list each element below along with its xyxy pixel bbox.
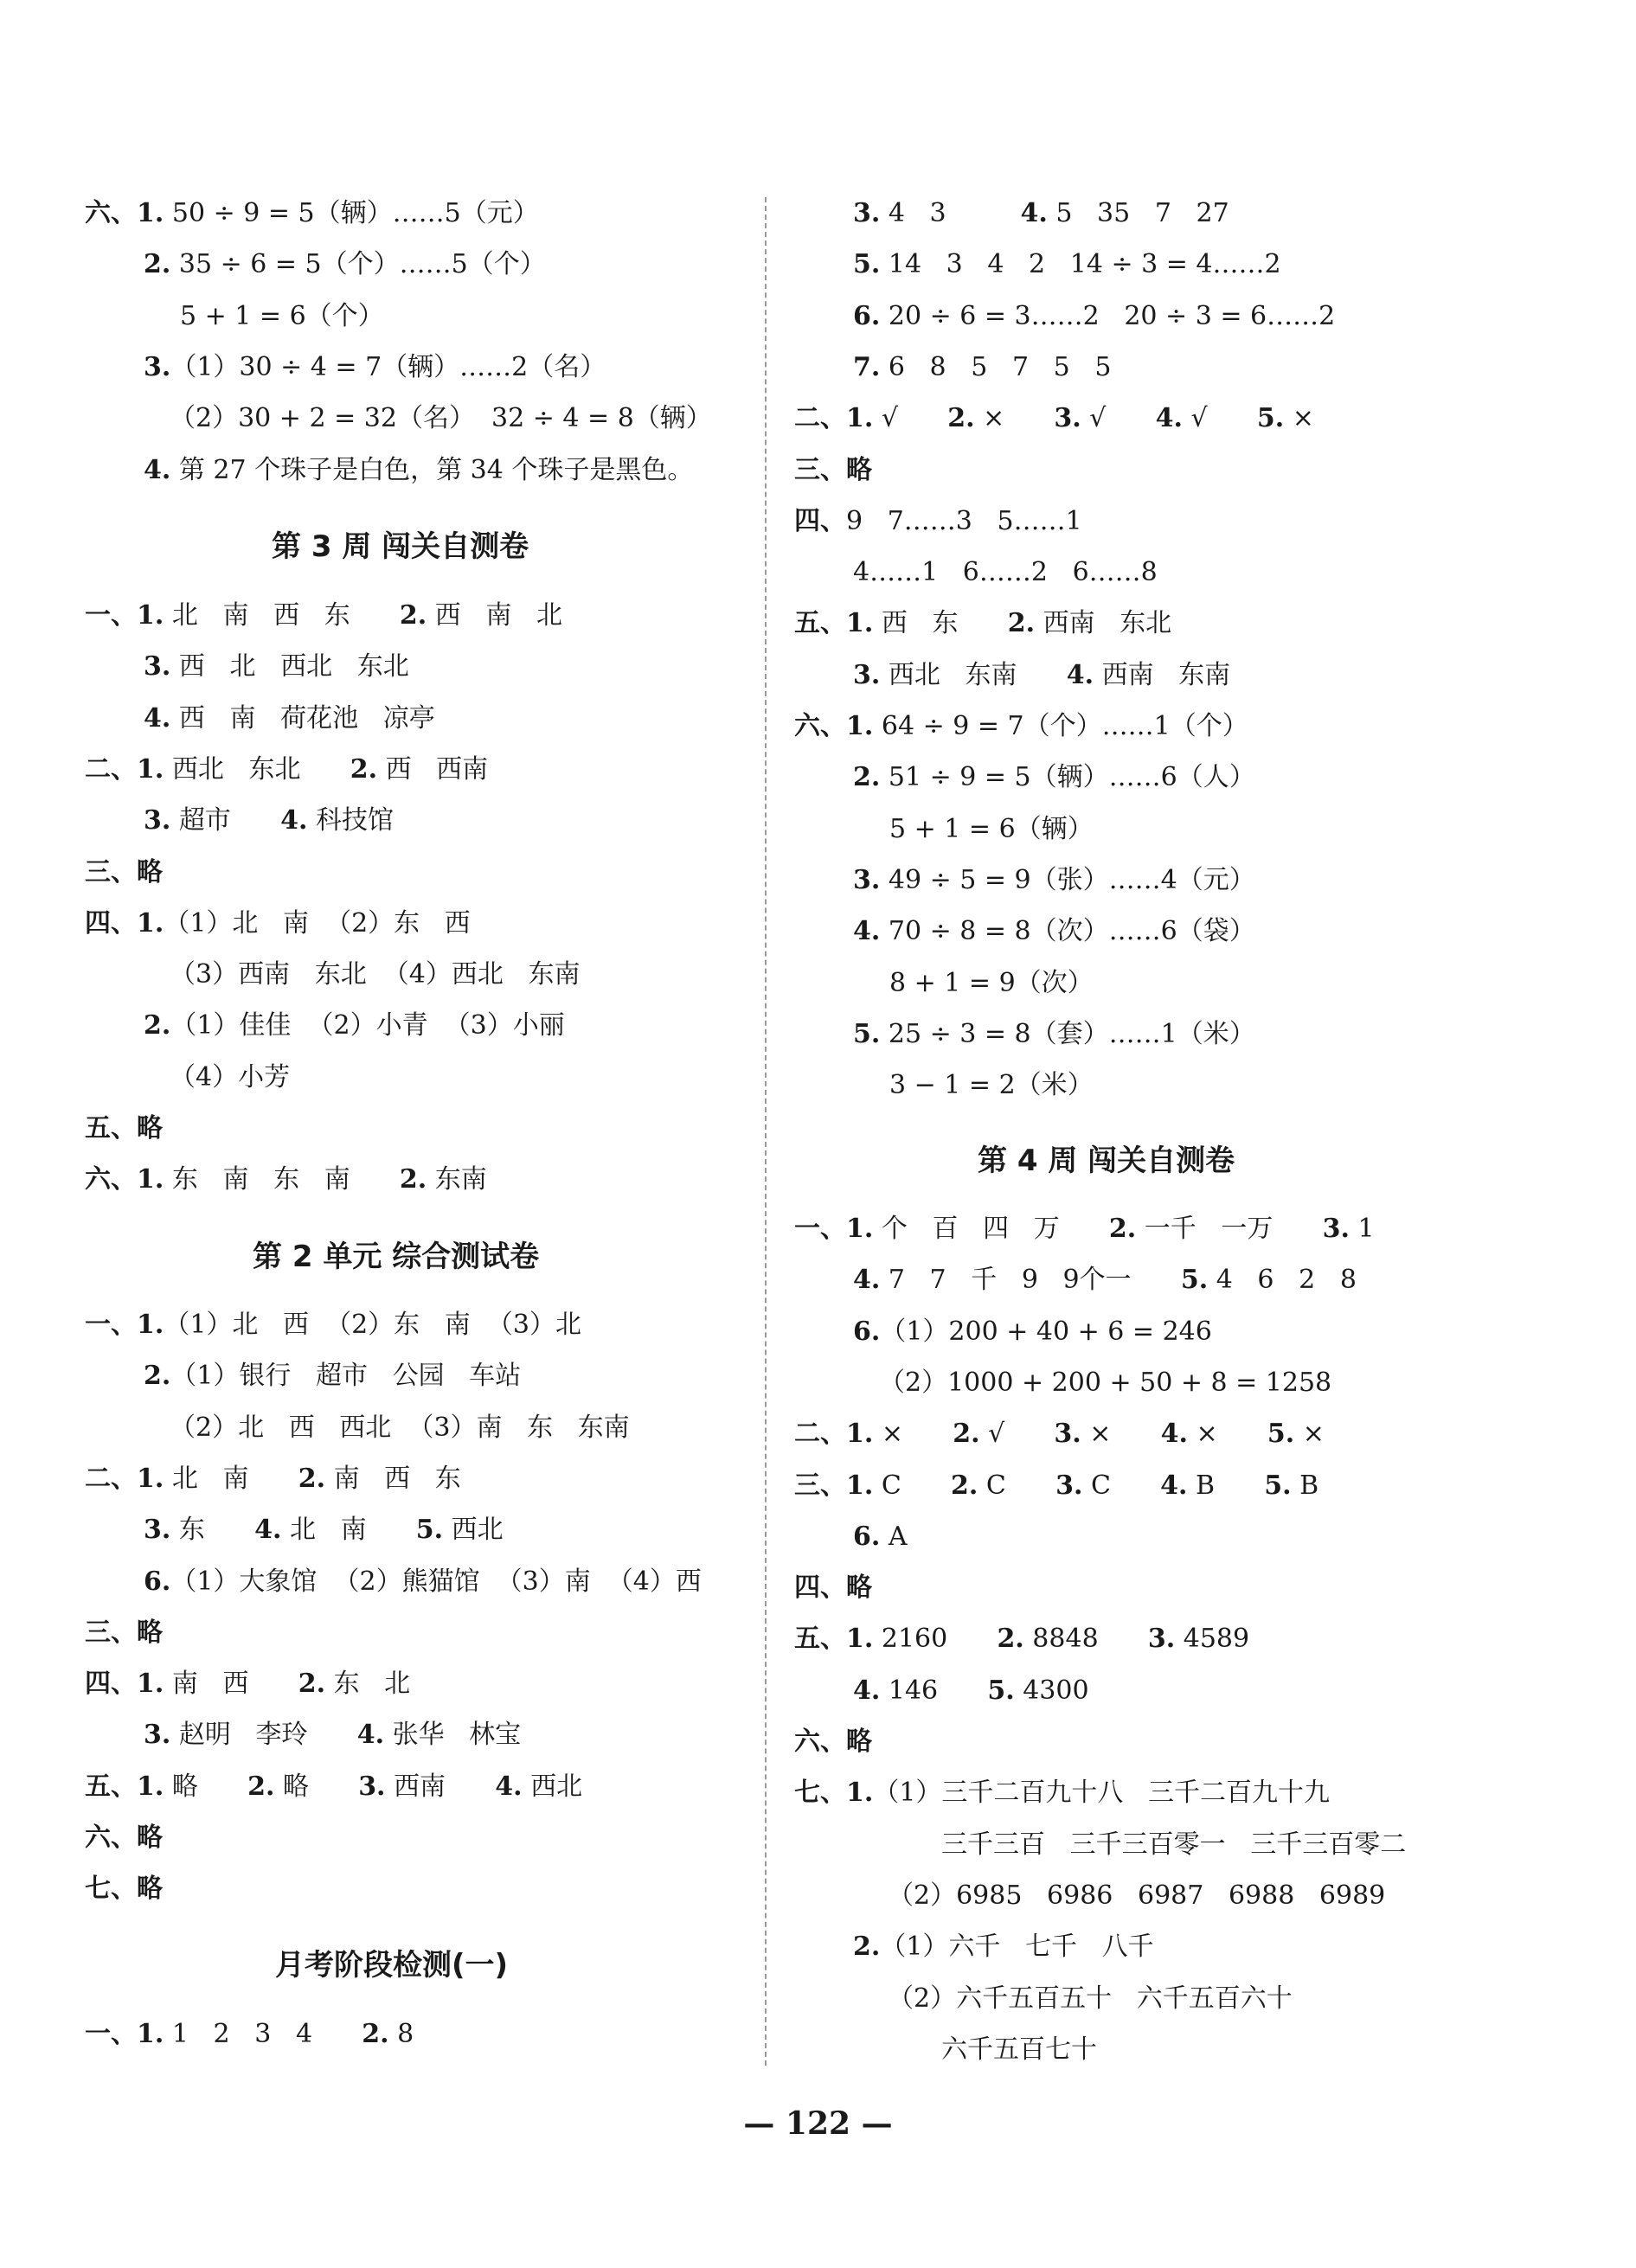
question-number: 六、略 bbox=[794, 1727, 872, 1757]
question-number: 3. bbox=[853, 660, 881, 690]
answer-text: （3）西南 东北 （4）西北 东南 bbox=[170, 959, 581, 990]
answer-line bbox=[144, 651, 409, 682]
answer-line bbox=[853, 249, 1281, 280]
answer-text: 4 6 2 8 bbox=[1208, 1265, 1357, 1295]
answer-text: 20 ÷ 6 = 3……2 20 ÷ 3 = 6……2 bbox=[880, 301, 1336, 331]
column-divider bbox=[765, 197, 767, 2066]
question-number: 四、略 bbox=[794, 1573, 872, 1603]
question-number: 5. bbox=[1180, 1265, 1209, 1295]
answer-line bbox=[853, 1317, 1212, 1348]
answer-text: （1）北 南 （2）东 西 bbox=[164, 908, 471, 939]
answer-line bbox=[144, 1566, 702, 1598]
answer-line bbox=[853, 1522, 908, 1553]
answer-line bbox=[794, 608, 1171, 639]
answer-text: 三千三百 三千三百零一 三千三百零二 bbox=[941, 1829, 1407, 1860]
answer-line bbox=[853, 557, 1158, 588]
answer-text: C bbox=[873, 1470, 952, 1501]
answer-text: 西北 bbox=[522, 1771, 583, 1802]
answer-line bbox=[144, 1720, 521, 1751]
section-heading-week4: 第 4 周 闯关自测卷 bbox=[978, 1144, 1235, 1178]
answer-text: 西北 bbox=[443, 1515, 504, 1545]
answer-text: 个 百 四 万 bbox=[873, 1214, 1109, 1244]
answer-line bbox=[879, 1368, 1331, 1399]
answer-text: 东 bbox=[170, 1515, 255, 1545]
answer-line bbox=[170, 959, 580, 990]
question-number: 2. bbox=[997, 1624, 1024, 1654]
question-number: 五、1. bbox=[794, 1624, 874, 1654]
answer-text: √ bbox=[1081, 403, 1156, 433]
answer-text: 南 西 东 bbox=[325, 1464, 461, 1494]
question-number: 2. bbox=[144, 1361, 171, 1391]
answer-line bbox=[85, 2019, 414, 2050]
question-number: 四、 bbox=[794, 506, 846, 536]
answer-line bbox=[170, 1062, 290, 1093]
answer-line bbox=[853, 762, 1255, 793]
answer-line bbox=[144, 352, 606, 383]
answer-text: （1）30 ÷ 4 = 7（辆）……2（名） bbox=[170, 352, 606, 382]
answer-text: 8848 bbox=[1023, 1624, 1148, 1654]
question-number: 2. bbox=[951, 1470, 978, 1501]
answer-text: 一千 一万 bbox=[1136, 1214, 1323, 1244]
answer-text: （1）六千 七千 八千 bbox=[880, 1932, 1154, 1962]
answer-text: 4300 bbox=[1014, 1675, 1089, 1706]
question-number: 3. bbox=[1055, 1470, 1083, 1501]
answer-line bbox=[853, 660, 1230, 691]
question-number: 二、1. bbox=[794, 1419, 874, 1449]
answer-text: × bbox=[1187, 1419, 1267, 1449]
answer-text: 4589 bbox=[1175, 1624, 1250, 1654]
answer-text: × bbox=[974, 403, 1055, 433]
question-number: 2. bbox=[350, 754, 378, 785]
question-number: 4. bbox=[144, 703, 171, 734]
answer-line bbox=[794, 1573, 872, 1604]
question-number: 4. bbox=[495, 1771, 523, 1802]
question-number: 3. bbox=[358, 1771, 386, 1802]
answer-line bbox=[180, 301, 384, 332]
question-number: 2. bbox=[144, 249, 171, 279]
answer-text: √ bbox=[873, 403, 948, 433]
answer-line bbox=[170, 1413, 630, 1444]
answer-line bbox=[794, 1624, 1249, 1655]
answer-text: 西南 东北 bbox=[1035, 608, 1172, 638]
answer-text: 南 西 bbox=[164, 1669, 298, 1699]
question-number: 2. bbox=[298, 1669, 326, 1699]
question-number: 五、略 bbox=[85, 1113, 163, 1144]
answer-text: 7 7 千 9 9个一 bbox=[880, 1265, 1181, 1295]
answer-text: （2）1000 + 200 + 50 + 8 = 1258 bbox=[879, 1368, 1332, 1398]
question-number: 三、略 bbox=[85, 857, 163, 887]
answer-text: 5 + 1 = 6（辆） bbox=[889, 814, 1094, 844]
question-number: 4. bbox=[254, 1515, 282, 1545]
question-number: 5. bbox=[1256, 403, 1285, 433]
answer-text: 北 南 西 东 bbox=[164, 600, 400, 631]
question-number: 2. bbox=[298, 1464, 326, 1494]
answer-line bbox=[794, 1727, 872, 1758]
question-number: 一、1. bbox=[85, 2019, 164, 2049]
question-number: 2. bbox=[144, 1010, 171, 1041]
question-number: 5. bbox=[1267, 1419, 1295, 1449]
answer-line bbox=[889, 1070, 1094, 1101]
question-number: 2. bbox=[947, 403, 975, 433]
answer-text: 西北 东南 bbox=[880, 660, 1067, 690]
answer-text: （1）银行 超市 公园 车站 bbox=[170, 1361, 522, 1391]
answer-text: 西 东 bbox=[873, 608, 1008, 638]
question-number: 二、1. bbox=[85, 1464, 164, 1494]
question-number: 4. bbox=[853, 1675, 881, 1706]
answer-line bbox=[794, 1214, 1375, 1245]
question-number: 三、略 bbox=[85, 1618, 163, 1648]
answer-text: 西南 东南 bbox=[1094, 660, 1231, 690]
answer-line bbox=[941, 2034, 1097, 2066]
question-number: 五、1. bbox=[85, 1771, 164, 1802]
answer-text: 2160 bbox=[873, 1624, 998, 1654]
answer-line bbox=[85, 908, 471, 939]
question-number: 4. bbox=[1160, 1470, 1188, 1501]
answer-line bbox=[853, 865, 1255, 896]
answer-text: 西南 bbox=[385, 1771, 496, 1802]
question-number: 4. bbox=[144, 455, 171, 485]
question-number: 3. bbox=[144, 1720, 171, 1750]
answer-line bbox=[853, 1675, 1089, 1707]
question-number: 7. bbox=[853, 352, 881, 382]
answer-line bbox=[794, 1419, 1325, 1450]
question-number: 6. bbox=[853, 1317, 881, 1347]
question-number: 2. bbox=[853, 1932, 881, 1962]
answer-line bbox=[144, 1010, 565, 1041]
question-number: 2. bbox=[399, 1164, 427, 1195]
question-number: 二、1. bbox=[85, 754, 164, 785]
question-number: 六、1. bbox=[794, 711, 874, 741]
answer-text: （2）30 + 2 = 32（名） 32 ÷ 4 = 8（辆） bbox=[170, 403, 712, 433]
answer-text: 西 南 北 bbox=[427, 600, 562, 631]
question-number: 2. bbox=[399, 600, 427, 631]
answer-line bbox=[85, 1823, 163, 1854]
answer-text: （1）200 + 40 + 6 = 246 bbox=[880, 1317, 1212, 1347]
answer-text: √ bbox=[1182, 403, 1257, 433]
question-number: 一、1. bbox=[85, 1310, 164, 1340]
answer-text: 六千五百七十 bbox=[941, 2034, 1097, 2065]
question-number: 5. bbox=[415, 1515, 444, 1545]
question-number: 6. bbox=[853, 1522, 881, 1552]
answer-text: × bbox=[873, 1419, 953, 1449]
answer-text: 第 27 个珠子是白色，第 34 个珠子是黑色。 bbox=[170, 455, 694, 485]
section-heading-week3: 第 3 周 闯关自测卷 bbox=[272, 529, 529, 564]
question-number: 4. bbox=[356, 1720, 385, 1750]
answer-text: 张华 林宝 bbox=[384, 1720, 522, 1750]
answer-text: （2）北 西 西北 （3）南 东 东南 bbox=[170, 1413, 630, 1443]
question-number: 六、1. bbox=[85, 198, 164, 228]
question-number: 2. bbox=[953, 1419, 980, 1449]
question-number: 二、1. bbox=[794, 403, 874, 433]
answer-line bbox=[144, 1515, 504, 1546]
answer-text: 东 北 bbox=[325, 1669, 411, 1699]
answer-text: 东南 bbox=[427, 1164, 487, 1195]
answer-text: 4……1 6……2 6……8 bbox=[853, 557, 1158, 587]
answer-line bbox=[85, 1669, 410, 1700]
answer-line bbox=[144, 805, 394, 836]
answer-text: 赵明 李玲 bbox=[170, 1720, 357, 1750]
question-number: 一、1. bbox=[794, 1214, 874, 1244]
answer-line bbox=[85, 857, 163, 888]
answer-text: （2）六千五百五十 六千五百六十 bbox=[888, 1983, 1293, 2014]
answer-text: 64 ÷ 9 = 7（个）……1（个） bbox=[873, 711, 1248, 741]
question-number: 2. bbox=[1108, 1214, 1137, 1244]
answer-text: 70 ÷ 8 = 8（次）……6（袋） bbox=[880, 916, 1255, 946]
answer-text: 49 ÷ 5 = 9（张）……4（元） bbox=[880, 865, 1255, 895]
question-number: 三、略 bbox=[794, 455, 872, 485]
answer-text: 5 + 1 = 6（个） bbox=[180, 301, 384, 331]
answer-text: 北 南 bbox=[281, 1515, 416, 1545]
answer-text: × bbox=[1284, 403, 1314, 433]
answer-text: 西北 东北 bbox=[164, 754, 350, 785]
answer-text: （1）北 西 （2）东 南 （3）北 bbox=[164, 1310, 581, 1340]
section-heading-monthly: 月考阶段检测(一) bbox=[275, 1948, 509, 1983]
answer-line bbox=[85, 1310, 581, 1341]
answer-text: 8 bbox=[388, 2019, 414, 2049]
question-number: 3. bbox=[853, 865, 881, 895]
answer-line bbox=[888, 1880, 1385, 1912]
answer-text: C bbox=[978, 1470, 1056, 1501]
answer-text: 略 bbox=[274, 1771, 359, 1802]
answer-line bbox=[853, 916, 1255, 947]
question-number: 七、1. bbox=[794, 1778, 874, 1808]
answer-line bbox=[85, 1113, 163, 1144]
question-number: 3. bbox=[1147, 1624, 1176, 1654]
answer-text: 西 南 荷花池 凉亭 bbox=[170, 703, 435, 734]
question-number: 6. bbox=[853, 301, 881, 331]
question-number: 5. bbox=[1264, 1470, 1292, 1501]
answer-text: 超市 bbox=[170, 805, 281, 836]
answer-line bbox=[85, 1874, 163, 1905]
answer-text: B bbox=[1187, 1470, 1265, 1501]
question-number: 3. bbox=[144, 1515, 171, 1545]
question-number: 3. bbox=[144, 651, 171, 682]
answer-line bbox=[889, 968, 1094, 999]
answer-line bbox=[853, 1019, 1255, 1050]
question-number: 3. bbox=[1054, 1419, 1081, 1449]
question-number: 2. bbox=[853, 762, 881, 792]
question-number: 4. bbox=[853, 1265, 881, 1295]
question-number: 一、1. bbox=[85, 600, 164, 631]
answer-text: （1）佳佳 （2）小青 （3）小丽 bbox=[170, 1010, 565, 1041]
section-heading-unit2: 第 2 单元 综合测试卷 bbox=[253, 1240, 540, 1274]
answer-text: 14 3 4 2 14 ÷ 3 = 4……2 bbox=[880, 249, 1281, 279]
answer-text: 西 北 西北 东北 bbox=[170, 651, 409, 682]
answer-line bbox=[794, 455, 872, 486]
question-number: 3. bbox=[1322, 1214, 1350, 1244]
answer-line bbox=[853, 198, 1229, 229]
question-number: 4. bbox=[1155, 403, 1183, 433]
question-number: 4. bbox=[1160, 1419, 1188, 1449]
question-number: 六、略 bbox=[85, 1823, 163, 1853]
answer-line bbox=[85, 1618, 163, 1649]
answer-line bbox=[85, 1464, 461, 1495]
answer-text: 6 8 5 7 5 5 bbox=[880, 352, 1112, 382]
answer-text: B bbox=[1291, 1470, 1319, 1501]
answer-text: 4 3 bbox=[880, 198, 1021, 228]
question-number: 3. bbox=[853, 198, 881, 228]
answer-text: 1 2 3 4 bbox=[164, 2019, 362, 2049]
answer-text: （2）6985 6986 6987 6988 6989 bbox=[888, 1880, 1386, 1911]
question-number: 3. bbox=[1054, 403, 1081, 433]
answer-line bbox=[85, 754, 488, 785]
question-number: 4. bbox=[1020, 198, 1048, 228]
answer-text: 西 西南 bbox=[377, 754, 489, 785]
answer-text: × bbox=[1081, 1419, 1161, 1449]
answer-text: 146 bbox=[880, 1675, 988, 1706]
question-number: 5. bbox=[987, 1675, 1015, 1706]
question-number: 三、1. bbox=[794, 1470, 874, 1501]
question-number: 四、1. bbox=[85, 908, 164, 939]
answer-line bbox=[144, 249, 546, 280]
question-number: 2. bbox=[362, 2019, 389, 2049]
answer-text: 3 − 1 = 2（米） bbox=[889, 1070, 1094, 1100]
answer-text: 35 ÷ 6 = 5（个）……5（个） bbox=[170, 249, 546, 279]
answer-line bbox=[853, 301, 1335, 332]
answer-text: 东 南 东 南 bbox=[164, 1164, 400, 1195]
answer-text: 北 南 bbox=[164, 1464, 298, 1494]
question-number: 2. bbox=[1007, 608, 1036, 638]
answer-text: 9 7……3 5……1 bbox=[846, 506, 1082, 536]
answer-text: （1）三千二百九十八 三千二百九十九 bbox=[873, 1778, 1331, 1808]
question-number: 七、略 bbox=[85, 1874, 163, 1904]
answer-line bbox=[85, 198, 539, 229]
answer-text: 25 ÷ 3 = 8（套）……1（米） bbox=[880, 1019, 1255, 1049]
answer-text: A bbox=[880, 1522, 908, 1552]
page-number: — 122 — bbox=[743, 2105, 893, 2142]
question-number: 2. bbox=[247, 1771, 275, 1802]
answer-line bbox=[853, 352, 1111, 383]
answer-line bbox=[144, 455, 693, 486]
question-number: 5. bbox=[853, 249, 881, 279]
question-number: 4. bbox=[853, 916, 881, 946]
answer-line bbox=[889, 814, 1094, 845]
answer-line bbox=[85, 1164, 487, 1195]
answer-text: √ bbox=[979, 1419, 1055, 1449]
answer-text: 1 bbox=[1349, 1214, 1375, 1244]
answer-text: 5 35 7 27 bbox=[1047, 198, 1229, 228]
answer-text: 8 + 1 = 9（次） bbox=[889, 968, 1094, 998]
answer-text: （1）大象馆 （2）熊猫馆 （3）南 （4）西 bbox=[170, 1566, 702, 1597]
question-number: 6. bbox=[144, 1566, 171, 1597]
question-number: 3. bbox=[144, 805, 171, 836]
answer-line bbox=[794, 1470, 1318, 1502]
answer-line bbox=[794, 403, 1314, 434]
answer-line bbox=[85, 1771, 582, 1803]
answer-line bbox=[144, 1361, 521, 1392]
question-number: 3. bbox=[144, 352, 171, 382]
answer-text: × bbox=[1294, 1419, 1325, 1449]
question-number: 4. bbox=[1066, 660, 1094, 690]
answer-line bbox=[888, 1983, 1293, 2015]
answer-line bbox=[144, 703, 435, 734]
answer-text: 51 ÷ 9 = 5（辆）……6（人） bbox=[880, 762, 1255, 792]
answer-text: C bbox=[1082, 1470, 1161, 1501]
question-number: 5. bbox=[853, 1019, 881, 1049]
answer-line bbox=[794, 1778, 1330, 1809]
answer-line bbox=[853, 1932, 1154, 1963]
answer-line bbox=[794, 506, 1082, 537]
answer-text: 科技馆 bbox=[307, 805, 394, 836]
answer-text: （4）小芳 bbox=[170, 1062, 291, 1092]
answer-line bbox=[170, 403, 712, 434]
answer-line bbox=[85, 600, 562, 631]
question-number: 四、1. bbox=[85, 1669, 164, 1699]
answer-text: 50 ÷ 9 = 5（辆）……5（元） bbox=[164, 198, 539, 228]
question-number: 五、1. bbox=[794, 608, 874, 638]
answer-text: 略 bbox=[164, 1771, 248, 1802]
answer-line bbox=[853, 1265, 1357, 1296]
answer-line bbox=[794, 711, 1248, 742]
question-number: 4. bbox=[280, 805, 308, 836]
question-number: 六、1. bbox=[85, 1164, 164, 1195]
answer-line bbox=[941, 1829, 1406, 1861]
